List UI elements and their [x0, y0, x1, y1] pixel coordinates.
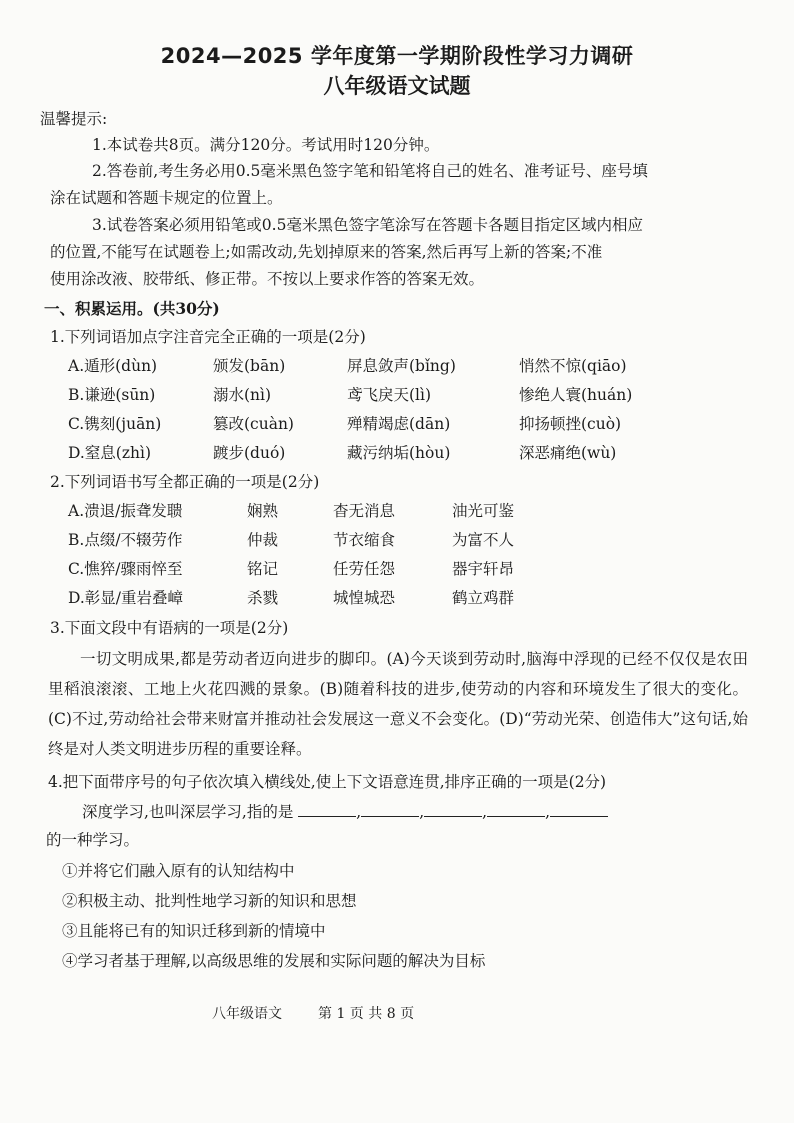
q1-b-word-1: B.谦逊(sūn) — [68, 386, 156, 404]
exam-subtitle: 八年级语文试题 — [323, 74, 471, 98]
q2-a-word-3: 杳无消息 — [333, 502, 396, 520]
q1-c-word-3: 殚精竭虑(dān) — [347, 415, 451, 433]
q1-d-word-1: D.窒息(zhì) — [68, 444, 152, 462]
q2-d-word-4: 鹤立鸡群 — [452, 589, 515, 607]
q1-d-word-3: 藏污纳垢(hòu) — [347, 444, 451, 462]
q2-d-word-2: 杀戮 — [247, 589, 279, 607]
tips-heading: 温馨提示: — [40, 110, 108, 128]
question-3-stem: 3.下面文段中有语病的一项是(2分) — [50, 619, 289, 637]
blank-2 — [361, 802, 419, 817]
q1-b-word-2: 溺水(nì) — [213, 386, 272, 404]
q1-a-word-3: 屏息敛声(bǐng) — [347, 357, 456, 375]
tip-3-line-2: 的位置,不能写在试题卷上;如需改动,先划掉原来的答案,然后再写上新的答案;不准 — [50, 243, 603, 261]
footer-page-number: 第 1 页 共 8 页 — [318, 1006, 415, 1022]
question-1-stem: 1.下列词语加点字注音完全正确的一项是(2分) — [50, 328, 366, 346]
tip-1: 1.本试卷共8页。满分120分。考试用时120分钟。 — [92, 136, 440, 154]
q2-c-word-1: C.憔猝/骤雨悴至 — [68, 560, 183, 578]
q4-fill-line: 深度学习,也叫深层学习,指的是 , , , , — [82, 800, 608, 822]
q4-item-1: ①并将它们融入原有的认知结构中 — [62, 862, 295, 880]
q2-c-word-2: 铭记 — [247, 560, 279, 578]
q2-c-word-4: 器宇轩昂 — [452, 560, 515, 578]
q1-c-word-2: 篡改(cuàn) — [213, 415, 294, 433]
q3-passage: 一切文明成果,都是劳动者迈向进步的脚印。(A)今天谈到劳动时,脑海中浮现的已经不仅仅是农田里稻浪滚滚、工地上火花四溅的景象。(B)随着科技的进步,使劳动的内容和环境发生了很大的变化。(C)不过,劳动给社会带来财富并推动社会发展这一意义不会变化。(D)“劳动光荣、创造伟大”这句话,始终是对人类文明进步历程的重要诠释。 — [48, 650, 748, 758]
tip-3-line-1: 3.试卷答案必须用铅笔或0.5毫米黑色签字笔涂写在答题卡各题目指定区域内相应 — [92, 216, 643, 234]
q1-c-word-4: 抑扬顿挫(cuò) — [519, 415, 622, 433]
q1-d-word-4: 深恶痛绝(wù) — [519, 444, 617, 462]
q1-d-word-2: 踱步(duó) — [213, 444, 286, 462]
q4-lead-text: 深度学习,也叫深层学习,指的是 — [82, 803, 294, 821]
q2-a-word-2: 娴熟 — [247, 502, 279, 520]
q2-d-word-3: 城惶城恐 — [333, 589, 396, 607]
blank-5 — [550, 802, 608, 817]
blank-3 — [424, 802, 482, 817]
q1-a-word-2: 颁发(bān) — [213, 357, 286, 375]
q2-b-word-2: 仲裁 — [247, 531, 279, 549]
q4-item-4: ④学习者基于理解,以高级思维的发展和实际问题的解决为目标 — [62, 952, 486, 970]
q2-b-word-1: B.点缀/不辍劳作 — [68, 531, 183, 549]
tip-2-line-1: 2.答卷前,考生务必用0.5毫米黑色签字笔和铅笔将自己的姓名、准考证号、座号填 — [92, 162, 648, 180]
blank-1 — [298, 802, 356, 817]
question-2-stem: 2.下列词语书写全都正确的一项是(2分) — [50, 473, 320, 491]
section-heading: 一、积累运用。(共30分) — [44, 299, 220, 318]
q2-b-word-4: 为富不人 — [452, 531, 515, 549]
q2-c-word-3: 任劳任怨 — [333, 560, 396, 578]
q1-a-word-1: A.遁形(dùn) — [68, 357, 158, 375]
blank-4 — [487, 802, 545, 817]
q1-b-word-3: 鸢飞戾天(lì) — [347, 386, 432, 404]
tip-3-line-3: 使用涂改液、胶带纸、修正带。不按以上要求作答的答案无效。 — [50, 270, 485, 288]
q4-item-3: ③且能将已有的知识迁移到新的情境中 — [62, 922, 326, 940]
q1-c-word-1: C.镌刻(juān) — [68, 415, 162, 433]
q1-b-word-4: 惨绝人寰(huán) — [519, 386, 633, 404]
q2-b-word-3: 节衣缩食 — [333, 531, 396, 549]
q2-d-word-1: D.彰显/重岩叠嶂 — [68, 589, 184, 607]
q2-a-word-4: 油光可鉴 — [452, 502, 515, 520]
question-4-stem: 4.把下面带序号的句子依次填入横线处,使上下文语意连贯,排序正确的一项是(2分) — [48, 773, 607, 791]
tip-2-line-2: 涂在试题和答题卡规定的位置上。 — [50, 189, 283, 207]
footer-subject: 八年级语文 — [212, 1006, 282, 1022]
exam-title: 2024—2025 学年度第一学期阶段性学习力调研 — [160, 44, 634, 68]
q2-a-word-1: A.溃退/振聋发聩 — [68, 502, 183, 520]
q1-a-word-4: 悄然不惊(qiāo) — [519, 357, 627, 375]
q4-item-2: ②积极主动、批判性地学习新的知识和思想 — [62, 892, 357, 910]
q4-tail-text: 的一种学习。 — [46, 831, 140, 849]
